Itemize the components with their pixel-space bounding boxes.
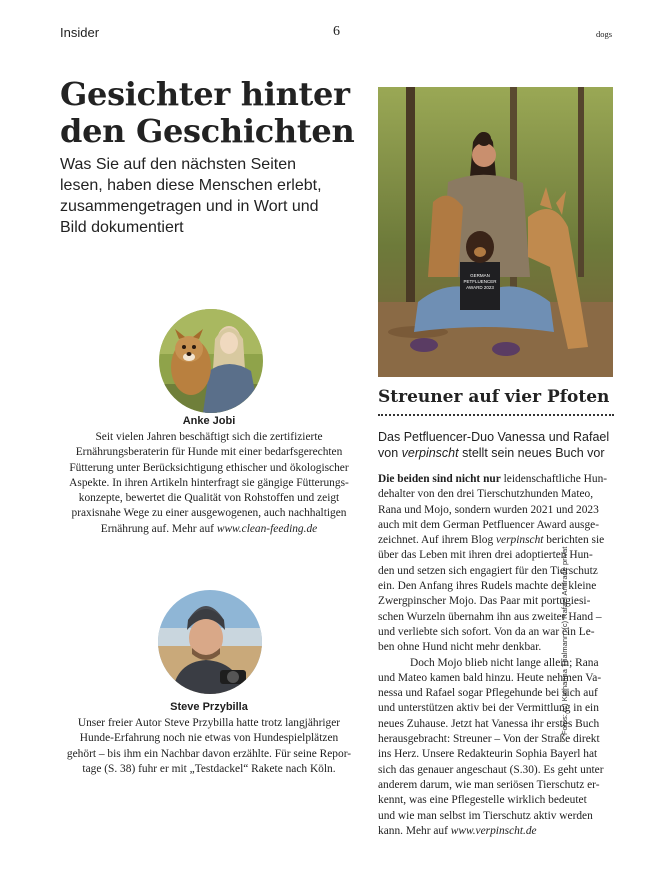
photo-credit: Fotos: (c) Katharina Thalmann, (c) Rafael Andrade privat <box>560 546 569 735</box>
dotted-divider <box>378 414 614 416</box>
page-number: 6 <box>333 24 340 39</box>
contributor-name: Anke Jobi <box>182 415 236 427</box>
website-link[interactable]: www.verpinscht.de <box>450 824 537 837</box>
contributor-bio: Unser freier Autor Steve Przybilla hatte trotz langjähriger Hunde-Erfahrung noch nie etwas von Hundespielplätzen gehört – bis ihm ein Nachbar davon erzählte. Für seine Repor- tage (S. 38) fuhr er mit „Testdackel“ Rakete nach Köln. <box>66 717 352 775</box>
magazine-brand: dogs <box>596 29 613 39</box>
story-subtitle: Das Petfluencer-Duo Vanessa und Rafael von verpinscht stellt sein neues Buch vor <box>378 430 610 460</box>
contributor-bio: Seit vielen Jahren beschäftigt sich die zertifizierte Ernährungsberaterin für Hunde mit einer bedarfsgerechten Fütterung unter Berücksichtigung ethischer und ökologischer Aspekte. In ihren Artikeln hinterfragt sie gängige Fütterungs- konzepte, bewertet die Qualität von Rohstoffen und zeigt praxisnahe Wege zu einer ausgewogenen, auch nachhaltigen Ernährung auf. Mehr auf www.clean-feeding.de <box>69 431 349 535</box>
story-photo <box>378 87 613 377</box>
section-label: Insider <box>60 25 100 40</box>
award-line: PETFLUENCER <box>463 279 497 284</box>
page-headline: Gesichter hinter den Geschichten <box>60 75 355 150</box>
story-body: Die beiden sind nicht nur leidenschaftliche Hun- dehalter von den drei Tierschutzhunden Mateo, Rana und Mojo, sondern wurden 2021 und 2023 auch mit dem German Petfluencer Award ausge- zeichnet. Auf ihrem Blog verpinscht berichten sie über das Leben mit ihren drei adoptierten Hun- den und setzen sich engagiert für den Tierschutz ein. Den Anfang ihres Rudels machte der kleine Zwergpinscher Mojo. Das Paar mit portugiesi- schen Wurzeln übernahm ihn aus zweiter Hand – und verliebte sich sofort. Von da an war ein Le- ben ohne Hund nicht mehr denkbar. Doch Mojo blieb nicht lange allein; Rana und Mateo kamen bald hinzu. Heute nehmen Va- nessa und Rafael sogar Pflegehunde bei sich auf und unterstützen aktiv bei der Vermittlung in ein neues Zuhause. Jetzt hat Vanessa ihr erstes Buch herausgebracht: Streuner – Von der Straße direkt ins Herz. Unsere Redakteurin Sophia Bayerl hat sich das genauer angeschaut (S.30). Es geht unter anderem darum, wie man seriösen Tierschutz er- kennt, was eine Pflegestelle wirklich bedeutet und wie man selbst im Tierschutz aktiv werden kann. Mehr auf www.verpinscht.de <box>378 473 608 837</box>
award-line: AWARD 2023 <box>466 285 494 290</box>
portrait-anke-jobi <box>159 309 263 413</box>
story-title: Streuner auf vier Pfoten <box>378 387 610 407</box>
contributor-name: Steve Przybilla <box>170 701 248 713</box>
portrait-steve-przybilla <box>158 590 262 694</box>
website-link[interactable]: www.clean-feeding.de <box>216 522 318 535</box>
intro-text: Was Sie auf den nächsten Seiten lesen, haben diese Menschen erlebt, zusammengetragen und in Wort und Bild dokumentiert <box>60 156 322 236</box>
award-line: GERMAN <box>470 273 490 278</box>
